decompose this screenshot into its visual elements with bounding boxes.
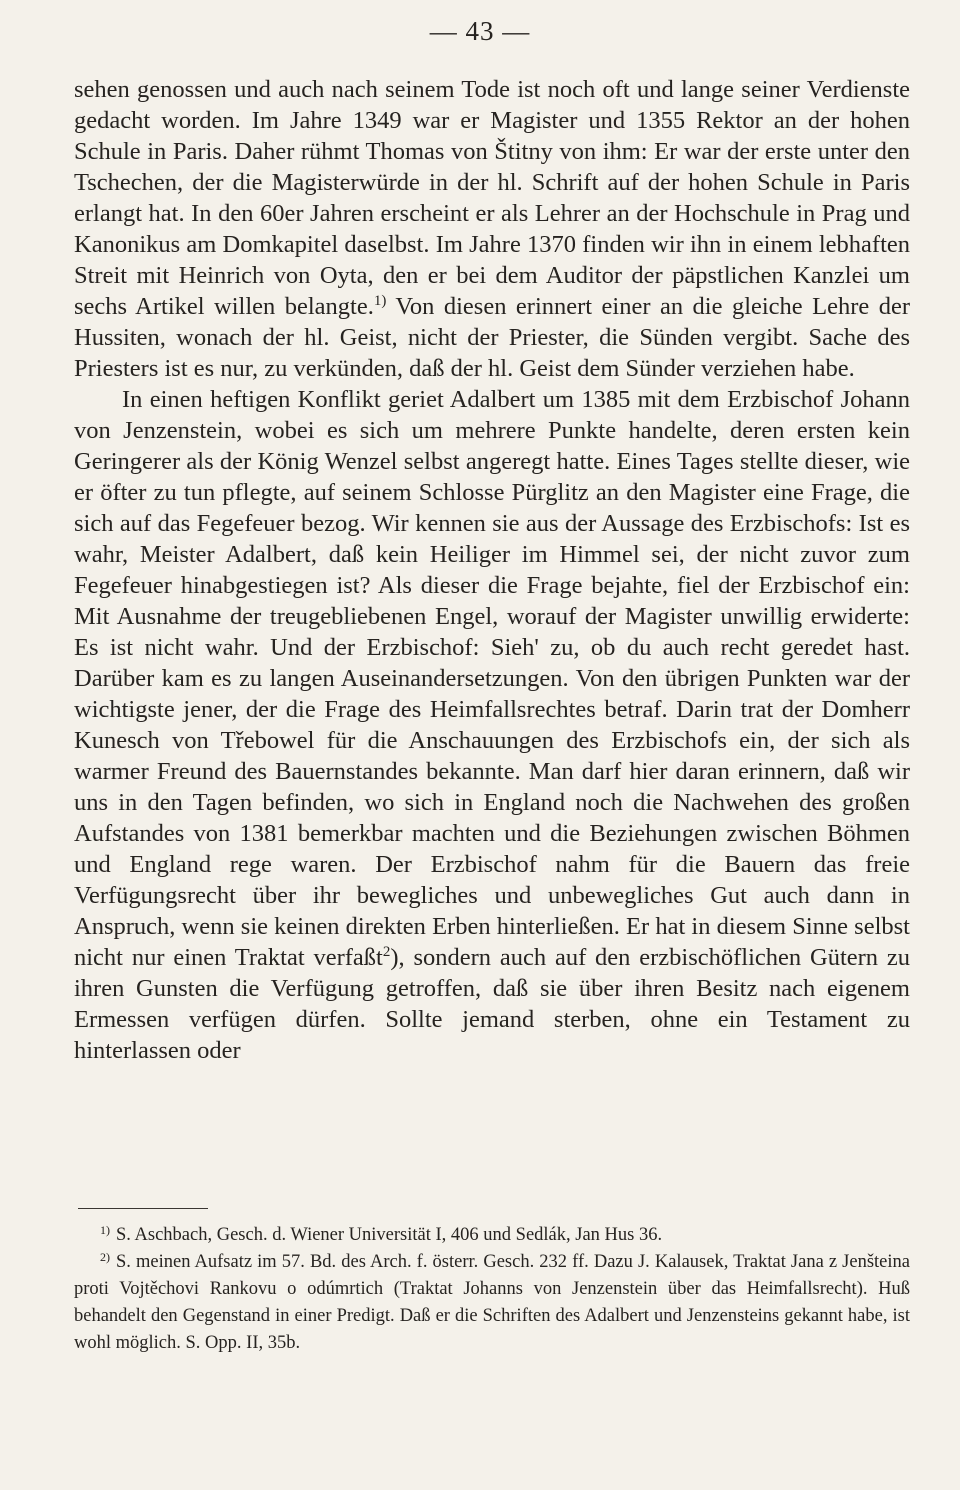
footnote-2-mark: 2)	[100, 1250, 110, 1264]
main-text	[74, 74, 910, 1066]
paragraph-1-continuation: Von diesen erinnert einer an die gleiche Lehre der Hussiten, wonach der hl. Geist, nicht der Priester, die Sünden vergibt. Sache des Priesters ist es nur, zu verkünden, daß der hl. Geist dem Sünder verziehen habe.	[74, 293, 911, 382]
footnote-1	[74, 1222, 910, 1249]
footnote-1-text: S. Aschbach, Gesch. d. Wiener Universität I, 406 und Sedlák, Jan Hus 36.	[116, 1225, 663, 1245]
page-number: — 43 —	[429, 16, 531, 46]
footnote-ref-2: 2	[382, 944, 391, 960]
paragraph-2-text: In einen heftigen Konflikt geriet Adalbert um 1385 mit dem Erzbischof Johann von Jenzenstein, wobei es sich um mehrere Punkte handelte, deren ersten kein Geringerer als der König Wenzel selbst angeregt hatte. Eines Tages stellte dieser, wie er öfter zu tun pflegte, auf seinem Schlosse Pürglitz an den Magister eine Frage, die sich auf das Fegefeuer bezog. Wir kennen sie aus der Aussage des Erzbischofs: Ist es wahr, Meister Adalbert, daß kein Heiliger im Himmel sei, der nicht zuvor zum Fegefeuer hinabgestiegen ist? Als dieser die Frage bejahte, fiel der Erzbischof ein: Mit Ausnahme der treugebliebenen Engel, worauf der Magister unwillig erwiderte: Es ist nicht wahr. Und der Erzbischof: Sieh' zu, ob du auch recht geredet hast. Darüber kam es zu langen Auseinandersetzungen. Von den übrigen Punkten war der wichtigste jener, der die Frage des Heimfallsrechtes betraf. Darin trat der Domherr Kunesch von Třebowel für die Anschauungen des Erzbischofs ein, der sich als warmer Freund des Bauernstandes bekannte. Man darf hier daran erinnern, daß wir uns in den Tagen befinden, wo sich in England noch die Nachwehen des großen Aufstandes von 1381 bemerkbar machten und die Beziehungen zwischen Böhmen und England rege waren. Der Erzbischof nahm für die Bauern das freie Verfügungsrecht über ihr bewegliches und unbewegliches Gut auch dann in Anspruch, wenn sie keinen direkten Erben hinterließen. Er hat in diesem Sinne selbst nicht nur einen Traktat verfaßt	[74, 386, 910, 971]
footnote-separator	[78, 1208, 208, 1209]
footnote-1-mark: 1)	[100, 1223, 110, 1237]
footnote-ref-1: 1)	[373, 293, 387, 309]
footnotes	[74, 1222, 910, 1357]
paragraph-1	[74, 74, 910, 384]
paragraph-2-continuation: ), sondern auch auf den erzbischöflichen Gütern zu ihren Gunsten die Verfügung getroffen, daß sie über ihren Besitz nach eigenem Ermessen verfügen dürfen. Sollte jemand sterben, ohne ein Testament zu hinterlassen oder	[74, 944, 910, 1064]
paragraph-1-text: sehen genossen und auch nach seinem Tode ist noch oft und lange seiner Verdienste gedacht worden. Im Jahre 1349 war er Magister und 1355 Rektor an der hohen Schule in Paris. Daher rühmt Thomas von Štitny von ihm: Er war der erste unter den Tschechen, der die Magisterwürde in der hl. Schrift auf der hohen Schule in Paris erlangt hat. In den 60er Jahren erscheint er als Lehrer an der Hochschule in Prag und Kanonikus am Domkapitel daselbst. Im Jahre 1370 finden wir ihn in einem lebhaften Streit mit Heinrich von Oyta, den er bei dem Auditor der päpstlichen Kanzlei um sechs Artikel willen belangte.	[74, 76, 910, 320]
footnote-2	[74, 1249, 910, 1357]
footnote-2-text: S. meinen Aufsatz im 57. Bd. des Arch. f. österr. Gesch. 232 ff. Dazu J. Kalausek, Traktat Jana z Jenšteina proti Vojtěchovi Rankovu o odúmrtich (Traktat Johanns von Jenzenstein über das Heimfallsrecht). Huß behandelt den Gegenstand in einer Predigt. Daß er die Schriften des Adalbert und Jenzensteins gekannt habe, ist wohl möglich. S. Opp. II, 35b.	[74, 1252, 910, 1353]
paragraph-2	[74, 384, 910, 1066]
